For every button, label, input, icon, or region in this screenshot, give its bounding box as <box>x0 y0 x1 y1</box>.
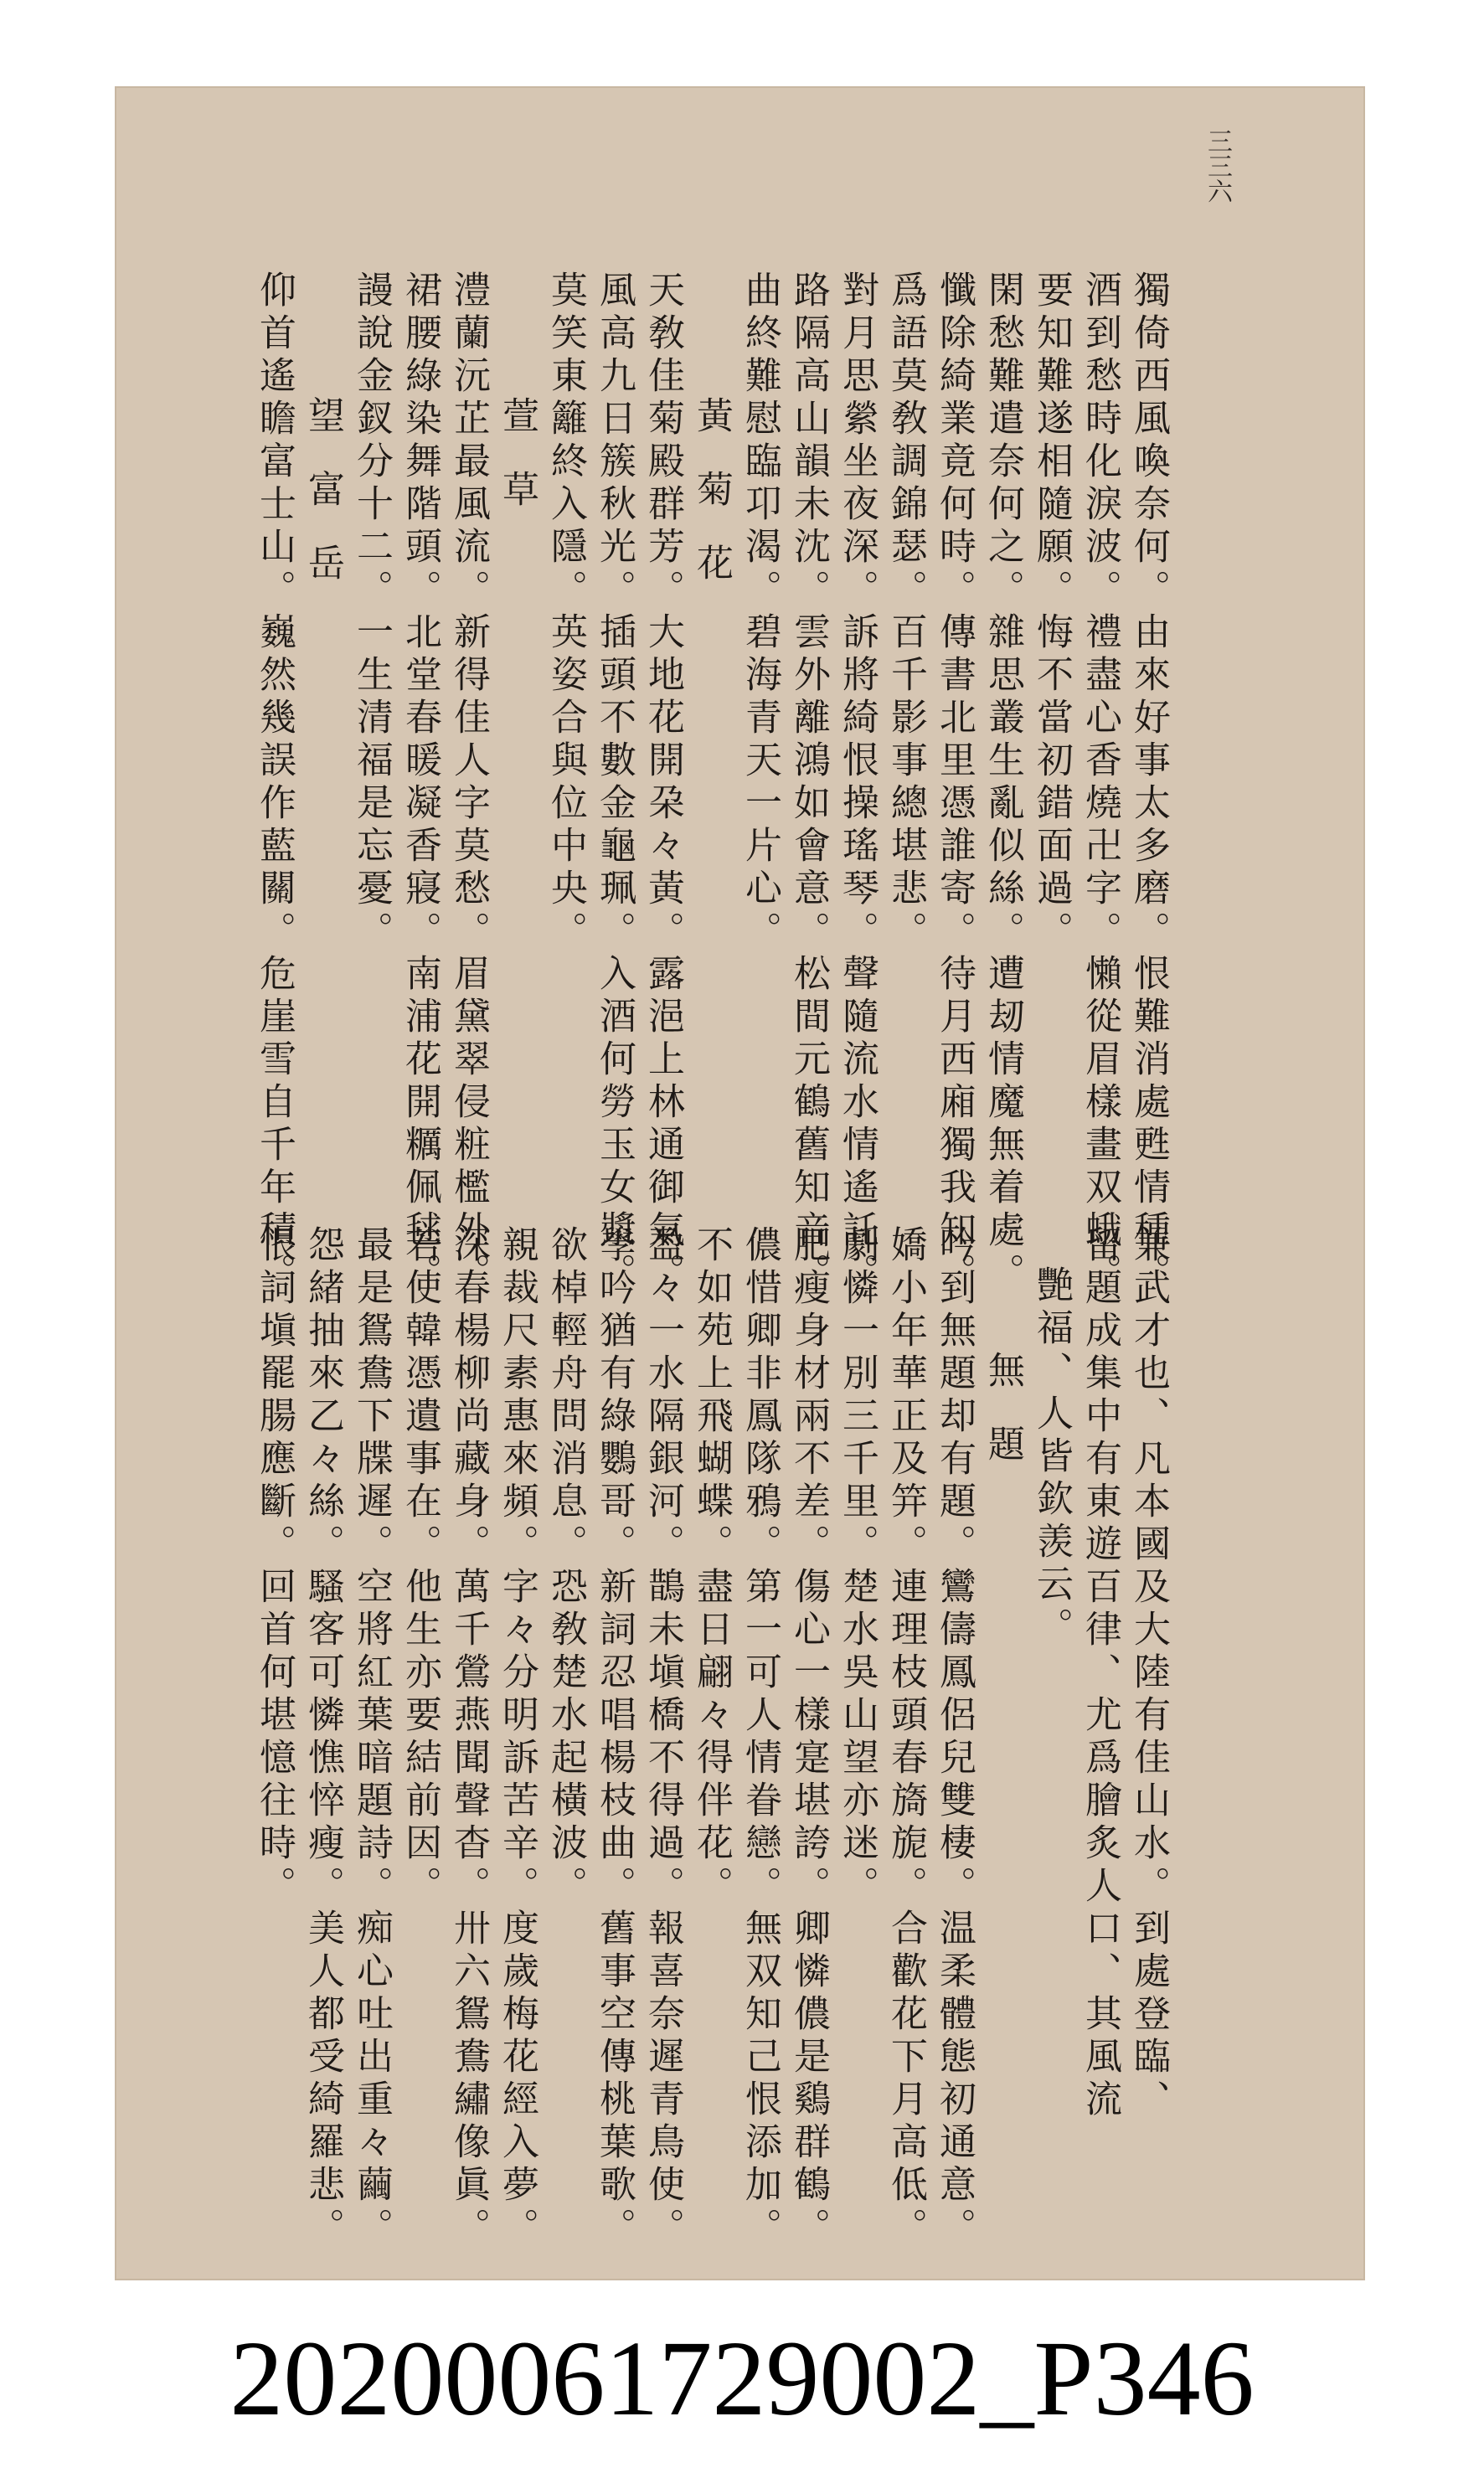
text-column: 劇憐一別三千里。楚水吳山望亦迷。 <box>836 1225 879 1909</box>
text-column: 肥瘦身材兩不差。傷心一樣寔堪誇。卿憐儂是鷄群鶴。 <box>787 1225 830 2250</box>
text-column: 曲終難慰臨卭渴。碧海青天一片心。 <box>739 270 781 954</box>
text-column: 要知難遂相隨願。悔不當初錯面過。 <box>1030 270 1073 954</box>
text-column: 天敎佳菊殿群芳。大地花開朶々黃。露浥上林通御氣。 <box>642 270 684 1296</box>
text-column: 親裁尺素惠來頻。字々分明訴苦辛。度歲梅花經入夢。 <box>496 1225 538 2250</box>
lower-text-block <box>100 1225 1172 2250</box>
text-column: 不如苑上飛蝴蝶。盡日翩々得伴花。 <box>690 1225 733 1909</box>
text-column: 恨詞塡罷腸應斷。回首何堪憶往時。 <box>253 1225 296 1909</box>
text-column: 盈々一水隔銀河。鵲未塡橋不得過。報喜奈遲青鳥使。 <box>642 1225 684 2250</box>
text-column: 酒到愁時化淚波。禮盡心香燒卍字。懶從眉樣畫双蛾。 <box>1079 270 1121 1296</box>
text-column: 欲棹輕舟問消息。恐敎楚水起橫波。 <box>544 1225 587 1909</box>
text-column: 吟到無題却有題。鸞儔鳳侶兒雙棲。温柔體態初通意。 <box>933 1225 976 2250</box>
upper-text-block <box>100 270 1172 1296</box>
text-column: 最是鴛鴦下牒遲。空將紅葉暗題詩。痴心吐出重々繭。 <box>350 1225 393 2250</box>
scanned-page <box>115 86 1365 2280</box>
text-column: 路隔高山韻未沈。雲外離鴻如會意。松間元鶴舊知音。 <box>787 270 830 1296</box>
text-column: 兼武才也、凡本國及大陸有佳山水。到處登臨、 <box>1127 1225 1170 2122</box>
text-column: 莫笑東籬終入隱。英姿合與位中央。 <box>544 270 587 954</box>
text-column: 怨緒抽來乙々絲。騷客可憐憔悴瘦。美人都受綺羅悲。 <box>301 1225 344 2250</box>
text-column: 閑愁難遣奈何之。雜思叢生亂似絲。遭刼情魔無着處。 <box>982 270 1024 1296</box>
text-column: 艷福、人皆欽羡云。 <box>1030 1265 1073 1650</box>
text-column: 裙腰綠染舞階頭。北堂春暖凝香寢。南浦花開糲佩毬。 <box>399 270 441 1296</box>
text-column: 深春楊柳尚藏身。萬千鶯燕聞聲杳。卅六鴛鴦繡像眞。 <box>447 1225 490 2250</box>
poem-title: 望富岳 <box>301 396 344 617</box>
poem-title: 黃菊花 <box>690 396 733 617</box>
page-number: 三三六 <box>1203 128 1232 204</box>
text-column: 若使韓憑遺事在。他生亦要結前因。 <box>399 1225 441 1909</box>
text-column: 嬌小年華正及笄。連理枝頭春旖旎。合歡花下月高低。 <box>884 1225 927 2250</box>
text-column: 仰首遙瞻富士山。巍然幾誤作藍關。危崖雪自千年積。 <box>253 270 296 1296</box>
text-column: 獨倚西風喚奈何。由來好事太多磨。恨難消處甦情種。 <box>1127 270 1170 1296</box>
text-column: 儂惜卿非鳳隊鴉。第一可人情眷戀。無双知己恨添加。 <box>739 1225 781 2250</box>
text-column: 學吟猶有綠鸚哥。新詞忍唱楊枝曲。舊事空傳桃葉歌。 <box>593 1225 636 2250</box>
text-column: 爲語莫敎調錦瑟。百千影事總堪悲。 <box>884 270 927 954</box>
text-column: 澧蘭沅芷最風流。新得佳人字莫愁。眉黛翠侵粧檻外。 <box>447 270 490 1296</box>
text-column: 留題成集中有東遊百律、尤爲膾炙人口、其風流 <box>1079 1225 1121 2122</box>
text-column: 對月思縈坐夜深。訴將綺恨操瑤琴。聲隨流水情遙託。 <box>836 270 879 1296</box>
text-column: 懺除綺業竟何時。傳書北里憑誰寄。待月西廂獨我知。 <box>933 270 976 1296</box>
poem-title: 萱草 <box>496 396 538 544</box>
image-caption: 20200061729002_P346 <box>229 2319 1255 2438</box>
poem-title: 無題 <box>982 1351 1024 1498</box>
text-column: 風高九日簇秋光。插頭不數金龜珮。入酒何勞玉女漿。 <box>593 270 636 1296</box>
text-column: 謾說金釵分十二。一生清福是忘憂。 <box>350 270 393 954</box>
